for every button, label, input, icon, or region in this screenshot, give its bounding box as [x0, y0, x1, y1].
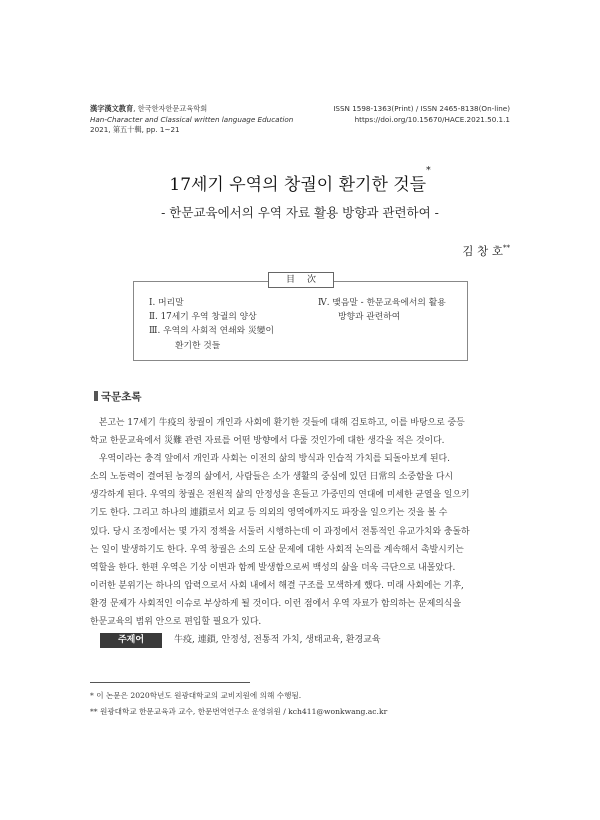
keywords-text: 牛疫, 連鎖, 안정성, 전통적 가치, 생태교육, 환경교육	[174, 635, 381, 645]
society-name: 한국한자한문교육학회	[137, 104, 208, 113]
issn: ISSN 1598-1363(Print) / ISSN 2465-8138(On-line)	[333, 104, 510, 113]
toc-right-column	[318, 296, 446, 324]
journal-brand: 漢字漢文教育	[90, 104, 134, 113]
abstract-line: 우역이라는 충격 앞에서 개인과 사회는 이전의 삶의 방식과 인습적 가치를 되돌아보게 된다.	[98, 454, 450, 465]
toc-heading: 目次	[268, 272, 334, 288]
abstract-line: 환경 문제가 사회적인 이슈로 부상하게 될 것이다. 이런 점에서 우역 자료가 함의하는 문제의식을	[90, 598, 462, 609]
footnote: ** 원광대학교 한문교육과 교수, 한문번역연구소 운영위원 / kch411@wonkwang.ac.kr	[90, 707, 388, 716]
abstract-heading-text: 국문초록	[101, 391, 142, 403]
author-name: 김 창 호	[462, 244, 503, 258]
footnote: * 이 논문은 2020학년도 원광대학교의 교비지원에 의해 수행됨.	[90, 691, 302, 700]
toc-item: 방향과 관련하여	[338, 312, 401, 323]
paper-title	[0, 166, 600, 195]
toc-item: Ⅲ. 우역의 사회적 연쇄와 災變이	[149, 326, 275, 337]
abstract-line: 학교 한문교육에서 災難 관련 자료를 어떤 방향에서 다룰 것인가에 대한 생각을 적은 것이다.	[90, 436, 445, 447]
paper-subtitle: - 한문교육에서의 우역 자료 활용 방향과 관련하여 -	[161, 205, 439, 220]
author	[462, 243, 510, 259]
toc-item: Ⅰ. 머리말	[149, 298, 184, 308]
author-footnote-mark: **	[503, 244, 510, 253]
abstract-line: 소의 노동력이 결여된 농경의 삶에서, 사람들은 소가 생활의 중심에 있던 日常의 소중함을 다시	[90, 472, 454, 483]
abstract-line: 역할을 한다. 한편 우역은 기상 이변과 함께 발생함으로써 백성의 삶을 더욱 극단으로 내몰았다.	[90, 562, 456, 573]
journal-header-left: 漢字漢文教育, 한국한자한문교육학회 Han-Character and Classical written language Education 2021, 第五十輯, pp. 1~21	[90, 104, 294, 134]
footnote-divider	[90, 682, 250, 683]
abstract-line: 기도 한다. 그리고 하나의 連鎖로서 외교 등 의외의 영역에까지도 파장을 일으키는 것을 볼 수	[90, 508, 448, 519]
paper-title-text: 17세기 우역의 창궐이 환기한 것들	[169, 175, 427, 195]
journal-header-right	[333, 104, 510, 125]
title-footnote-mark: *	[426, 166, 431, 176]
abstract-line: 본고는 17세기 牛疫의 창궐이 개인과 사회에 환기한 것들에 대해 검토하고, 이를 바탕으로 중등	[98, 418, 465, 428]
heading-marker	[94, 391, 98, 401]
journal-english-name: Han-Character and Classical written language Education	[90, 114, 294, 124]
abstract-line: 이러한 분위기는 하나의 압력으로서 사회 내에서 해결 구조를 모색하게 했다. 미래 사회에는 기후,	[90, 580, 464, 591]
toc-item: 환기한 것들	[175, 340, 221, 351]
volume-info: 2021, 第五十輯, pp. 1~21	[90, 125, 180, 134]
keywords-label: 주제어	[100, 633, 162, 648]
abstract-line: 한문교육의 범위 안으로 편입할 필요가 있다.	[90, 617, 262, 628]
abstract-line: 는 일이 발생하기도 한다. 우역 창궐은 소의 도살 문제에 대한 사회적 논의를 계속해서 촉발시키는	[90, 544, 464, 555]
doi-link[interactable]: https://doi.org/10.15670/HACE.2021.50.1.1	[354, 114, 510, 124]
toc-item: Ⅱ. 17세기 우역 창궐의 양상	[149, 312, 257, 323]
abstract-body	[90, 414, 510, 631]
abstract-line: 있다. 당시 조정에서는 몇 가지 정책을 서둘러 시행하는데 이 과정에서 전통적인 유교가치와 충돌하	[90, 526, 470, 537]
toc-left-column	[149, 296, 274, 353]
abstract-line: 생각하게 된다. 우역의 창궐은 전원적 삶의 안정성을 흔들고 가중민의 연대에 미세한 균열을 일으키	[90, 490, 470, 501]
toc-item: Ⅳ. 맺음말 - 한문교육에서의 활용	[318, 298, 446, 308]
abstract-heading	[94, 389, 142, 404]
